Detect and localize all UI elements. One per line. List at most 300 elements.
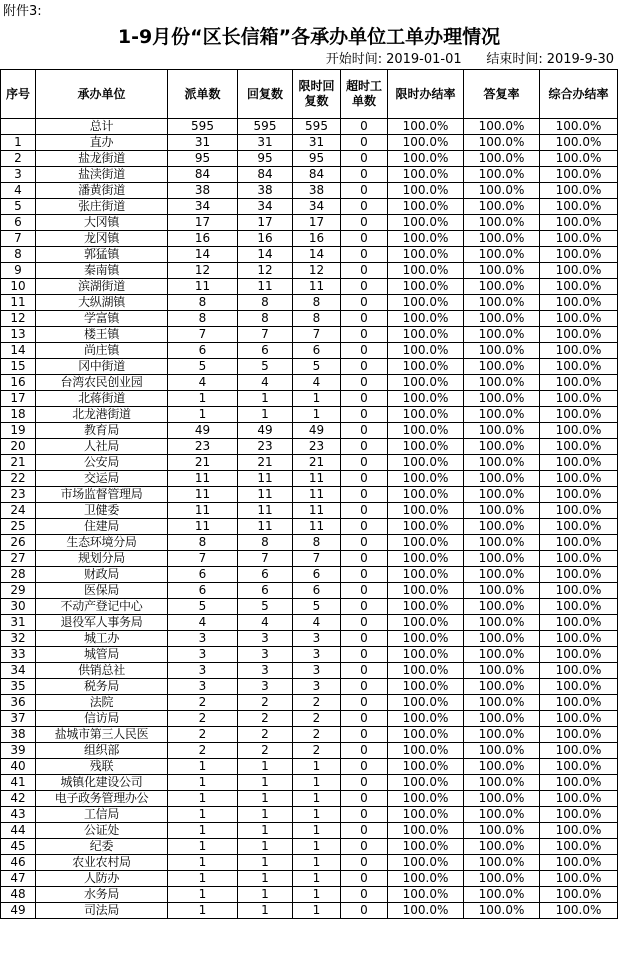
- unit-name: 税务局: [36, 679, 168, 695]
- overall-completion-rate: 100.0%: [540, 887, 618, 903]
- replied-count: 595: [238, 119, 293, 135]
- dispatched-count: 3: [168, 679, 238, 695]
- table-row: [1, 775, 618, 791]
- replied-count: 5: [238, 599, 293, 615]
- timely-completion-rate: 100.0%: [388, 743, 464, 759]
- unit-name: 公证处: [36, 823, 168, 839]
- table-row: [1, 135, 618, 151]
- dispatched-count: 1: [168, 887, 238, 903]
- overdue-count: 0: [341, 343, 388, 359]
- overdue-count: 0: [341, 439, 388, 455]
- reply-rate: 100.0%: [464, 231, 540, 247]
- reply-rate: 100.0%: [464, 695, 540, 711]
- unit-name: 楼王镇: [36, 327, 168, 343]
- overdue-count: 0: [341, 455, 388, 471]
- unit-name: 规划分局: [36, 551, 168, 567]
- unit-name: 组织部: [36, 743, 168, 759]
- overall-completion-rate: 100.0%: [540, 247, 618, 263]
- timely-replied-count: 31: [293, 135, 341, 151]
- replied-count: 2: [238, 711, 293, 727]
- table-row: [1, 279, 618, 295]
- dispatched-count: 595: [168, 119, 238, 135]
- dispatched-count: 11: [168, 279, 238, 295]
- replied-count: 1: [238, 855, 293, 871]
- overdue-count: 0: [341, 535, 388, 551]
- row-index: 28: [1, 567, 36, 583]
- dispatched-count: 2: [168, 743, 238, 759]
- row-index: 16: [1, 375, 36, 391]
- reply-rate: 100.0%: [464, 535, 540, 551]
- unit-name: 交运局: [36, 471, 168, 487]
- dispatched-count: 11: [168, 471, 238, 487]
- timely-replied-count: 1: [293, 887, 341, 903]
- timely-completion-rate: 100.0%: [388, 583, 464, 599]
- reply-rate: 100.0%: [464, 855, 540, 871]
- timely-replied-count: 11: [293, 503, 341, 519]
- unit-name: 人社局: [36, 439, 168, 455]
- timely-replied-count: 14: [293, 247, 341, 263]
- replied-count: 7: [238, 551, 293, 567]
- timely-completion-rate: 100.0%: [388, 455, 464, 471]
- timely-completion-rate: 100.0%: [388, 903, 464, 919]
- row-index: 3: [1, 167, 36, 183]
- overall-completion-rate: 100.0%: [540, 775, 618, 791]
- dispatched-count: 95: [168, 151, 238, 167]
- timely-completion-rate: 100.0%: [388, 695, 464, 711]
- overdue-count: 0: [341, 167, 388, 183]
- row-index: 19: [1, 423, 36, 439]
- dispatched-count: 1: [168, 391, 238, 407]
- reply-rate: 100.0%: [464, 167, 540, 183]
- replied-count: 84: [238, 167, 293, 183]
- overdue-count: 0: [341, 727, 388, 743]
- unit-name: 潘黄街道: [36, 183, 168, 199]
- timely-replied-count: 12: [293, 263, 341, 279]
- timely-completion-rate: 100.0%: [388, 791, 464, 807]
- reply-rate: 100.0%: [464, 487, 540, 503]
- timely-completion-rate: 100.0%: [388, 327, 464, 343]
- column-header-unit: 承办单位: [36, 70, 168, 119]
- overdue-count: 0: [341, 295, 388, 311]
- overdue-count: 0: [341, 839, 388, 855]
- unit-name: 城镇化建设公司: [36, 775, 168, 791]
- overdue-count: 0: [341, 263, 388, 279]
- timely-completion-rate: 100.0%: [388, 503, 464, 519]
- unit-name: 生态环境分局: [36, 535, 168, 551]
- overall-completion-rate: 100.0%: [540, 423, 618, 439]
- reply-rate: 100.0%: [464, 871, 540, 887]
- dispatched-count: 6: [168, 343, 238, 359]
- overdue-count: 0: [341, 247, 388, 263]
- overdue-count: 0: [341, 887, 388, 903]
- timely-replied-count: 8: [293, 311, 341, 327]
- replied-count: 31: [238, 135, 293, 151]
- table-row: [1, 727, 618, 743]
- dispatched-count: 2: [168, 727, 238, 743]
- overall-completion-rate: 100.0%: [540, 599, 618, 615]
- reply-rate: 100.0%: [464, 663, 540, 679]
- overdue-count: 0: [341, 807, 388, 823]
- timely-replied-count: 1: [293, 823, 341, 839]
- dispatched-count: 3: [168, 663, 238, 679]
- row-index: 46: [1, 855, 36, 871]
- unit-name: 龙冈镇: [36, 231, 168, 247]
- table-row: [1, 151, 618, 167]
- table-row: [1, 871, 618, 887]
- overdue-count: 0: [341, 199, 388, 215]
- timely-replied-count: 1: [293, 791, 341, 807]
- overall-completion-rate: 100.0%: [540, 119, 618, 135]
- table-row: [1, 711, 618, 727]
- unit-name: 工信局: [36, 807, 168, 823]
- dispatched-count: 1: [168, 775, 238, 791]
- unit-name: 水务局: [36, 887, 168, 903]
- unit-name: 秦南镇: [36, 263, 168, 279]
- row-index: 15: [1, 359, 36, 375]
- dispatched-count: 11: [168, 503, 238, 519]
- timely-replied-count: 1: [293, 407, 341, 423]
- timely-completion-rate: 100.0%: [388, 727, 464, 743]
- overall-completion-rate: 100.0%: [540, 359, 618, 375]
- replied-count: 4: [238, 615, 293, 631]
- timely-completion-rate: 100.0%: [388, 247, 464, 263]
- row-index: 39: [1, 743, 36, 759]
- overdue-count: 0: [341, 423, 388, 439]
- overall-completion-rate: 100.0%: [540, 567, 618, 583]
- timely-replied-count: 1: [293, 775, 341, 791]
- dispatched-count: 1: [168, 791, 238, 807]
- column-header-reply-rate: 答复率: [464, 70, 540, 119]
- overall-completion-rate: 100.0%: [540, 327, 618, 343]
- overall-completion-rate: 100.0%: [540, 855, 618, 871]
- overdue-count: 0: [341, 679, 388, 695]
- dispatched-count: 11: [168, 487, 238, 503]
- table-row: [1, 471, 618, 487]
- replied-count: 2: [238, 743, 293, 759]
- table-row: [1, 343, 618, 359]
- overdue-count: 0: [341, 487, 388, 503]
- overdue-count: 0: [341, 375, 388, 391]
- unit-name: 退役军人事务局: [36, 615, 168, 631]
- reply-rate: 100.0%: [464, 423, 540, 439]
- unit-name: 张庄街道: [36, 199, 168, 215]
- timely-completion-rate: 100.0%: [388, 759, 464, 775]
- overall-completion-rate: 100.0%: [540, 583, 618, 599]
- overall-completion-rate: 100.0%: [540, 263, 618, 279]
- unit-name: 城管局: [36, 647, 168, 663]
- replied-count: 34: [238, 199, 293, 215]
- dispatched-count: 16: [168, 231, 238, 247]
- row-index: 33: [1, 647, 36, 663]
- timely-replied-count: 7: [293, 551, 341, 567]
- timely-replied-count: 3: [293, 647, 341, 663]
- reply-rate: 100.0%: [464, 359, 540, 375]
- overall-completion-rate: 100.0%: [540, 503, 618, 519]
- timely-completion-rate: 100.0%: [388, 135, 464, 151]
- table-row: [1, 263, 618, 279]
- dispatched-count: 6: [168, 583, 238, 599]
- overall-completion-rate: 100.0%: [540, 215, 618, 231]
- row-index: 23: [1, 487, 36, 503]
- timely-replied-count: 2: [293, 727, 341, 743]
- row-index: 6: [1, 215, 36, 231]
- table-row: [1, 903, 618, 919]
- row-index: 37: [1, 711, 36, 727]
- reply-rate: 100.0%: [464, 519, 540, 535]
- overall-completion-rate: 100.0%: [540, 343, 618, 359]
- row-index: 49: [1, 903, 36, 919]
- unit-name: 大冈镇: [36, 215, 168, 231]
- timely-replied-count: 6: [293, 567, 341, 583]
- overdue-count: 0: [341, 503, 388, 519]
- unit-name: 盐龙街道: [36, 151, 168, 167]
- timely-completion-rate: 100.0%: [388, 375, 464, 391]
- row-index: 2: [1, 151, 36, 167]
- row-index: 26: [1, 535, 36, 551]
- table-row: [1, 791, 618, 807]
- unit-name: 北蒋街道: [36, 391, 168, 407]
- overall-completion-rate: 100.0%: [540, 183, 618, 199]
- unit-name: 财政局: [36, 567, 168, 583]
- timely-completion-rate: 100.0%: [388, 535, 464, 551]
- reply-rate: 100.0%: [464, 263, 540, 279]
- unit-name: 市场监督管理局: [36, 487, 168, 503]
- overdue-count: 0: [341, 615, 388, 631]
- timely-replied-count: 8: [293, 295, 341, 311]
- replied-count: 1: [238, 887, 293, 903]
- table-row: [1, 759, 618, 775]
- timely-replied-count: 595: [293, 119, 341, 135]
- timely-replied-count: 3: [293, 663, 341, 679]
- dispatched-count: 1: [168, 807, 238, 823]
- unit-name: 郭猛镇: [36, 247, 168, 263]
- replied-count: 2: [238, 727, 293, 743]
- overdue-count: 0: [341, 119, 388, 135]
- timely-completion-rate: 100.0%: [388, 599, 464, 615]
- overdue-count: 0: [341, 583, 388, 599]
- unit-name: 司法局: [36, 903, 168, 919]
- timely-completion-rate: 100.0%: [388, 295, 464, 311]
- unit-name: 盐渎街道: [36, 167, 168, 183]
- replied-count: 6: [238, 343, 293, 359]
- dispatched-count: 31: [168, 135, 238, 151]
- dispatched-count: 1: [168, 855, 238, 871]
- replied-count: 1: [238, 391, 293, 407]
- timely-completion-rate: 100.0%: [388, 119, 464, 135]
- reply-rate: 100.0%: [464, 375, 540, 391]
- overdue-count: 0: [341, 215, 388, 231]
- row-index: 1: [1, 135, 36, 151]
- replied-count: 1: [238, 759, 293, 775]
- table-row: [1, 423, 618, 439]
- reply-rate: 100.0%: [464, 679, 540, 695]
- row-index: 12: [1, 311, 36, 327]
- column-header-replied: 回复数: [238, 70, 293, 119]
- dispatched-count: 1: [168, 839, 238, 855]
- table-row: [1, 695, 618, 711]
- replied-count: 11: [238, 471, 293, 487]
- overall-completion-rate: 100.0%: [540, 679, 618, 695]
- overdue-count: 0: [341, 407, 388, 423]
- table-row: [1, 615, 618, 631]
- timely-completion-rate: 100.0%: [388, 423, 464, 439]
- overall-completion-rate: 100.0%: [540, 743, 618, 759]
- row-index: 45: [1, 839, 36, 855]
- timely-completion-rate: 100.0%: [388, 439, 464, 455]
- replied-count: 7: [238, 327, 293, 343]
- timely-completion-rate: 100.0%: [388, 551, 464, 567]
- timely-replied-count: 34: [293, 199, 341, 215]
- reply-rate: 100.0%: [464, 391, 540, 407]
- timely-completion-rate: 100.0%: [388, 823, 464, 839]
- overall-completion-rate: 100.0%: [540, 839, 618, 855]
- unit-name: 供销总社: [36, 663, 168, 679]
- row-index: 44: [1, 823, 36, 839]
- table-row: [1, 551, 618, 567]
- dispatched-count: 5: [168, 359, 238, 375]
- unit-name: 不动产登记中心: [36, 599, 168, 615]
- reply-rate: 100.0%: [464, 503, 540, 519]
- replied-count: 6: [238, 567, 293, 583]
- timely-completion-rate: 100.0%: [388, 839, 464, 855]
- unit-name: 医保局: [36, 583, 168, 599]
- row-index: 10: [1, 279, 36, 295]
- row-index: 42: [1, 791, 36, 807]
- overdue-count: 0: [341, 631, 388, 647]
- replied-count: 11: [238, 487, 293, 503]
- row-index: [1, 119, 36, 135]
- table-row: [1, 183, 618, 199]
- table-row: [1, 839, 618, 855]
- replied-count: 3: [238, 647, 293, 663]
- table-row: [1, 519, 618, 535]
- timely-completion-rate: 100.0%: [388, 855, 464, 871]
- dispatched-count: 34: [168, 199, 238, 215]
- timely-replied-count: 2: [293, 695, 341, 711]
- timely-completion-rate: 100.0%: [388, 487, 464, 503]
- row-index: 5: [1, 199, 36, 215]
- dispatched-count: 21: [168, 455, 238, 471]
- unit-name: 教育局: [36, 423, 168, 439]
- table-row: [1, 455, 618, 471]
- replied-count: 3: [238, 631, 293, 647]
- overdue-count: 0: [341, 551, 388, 567]
- row-index: 11: [1, 295, 36, 311]
- unit-name: 总计: [36, 119, 168, 135]
- timely-completion-rate: 100.0%: [388, 679, 464, 695]
- overdue-count: 0: [341, 903, 388, 919]
- reply-rate: 100.0%: [464, 823, 540, 839]
- timely-completion-rate: 100.0%: [388, 711, 464, 727]
- timely-completion-rate: 100.0%: [388, 407, 464, 423]
- dispatched-count: 1: [168, 871, 238, 887]
- dispatched-count: 49: [168, 423, 238, 439]
- timely-replied-count: 4: [293, 375, 341, 391]
- reply-rate: 100.0%: [464, 343, 540, 359]
- unit-name: 卫健委: [36, 503, 168, 519]
- replied-count: 95: [238, 151, 293, 167]
- row-index: 47: [1, 871, 36, 887]
- overdue-count: 0: [341, 775, 388, 791]
- timely-completion-rate: 100.0%: [388, 231, 464, 247]
- overall-completion-rate: 100.0%: [540, 439, 618, 455]
- overall-completion-rate: 100.0%: [540, 135, 618, 151]
- dispatched-count: 1: [168, 759, 238, 775]
- row-index: 40: [1, 759, 36, 775]
- unit-name: 直办: [36, 135, 168, 151]
- attachment-label: 附件3:: [3, 4, 42, 19]
- row-index: 18: [1, 407, 36, 423]
- overall-completion-rate: 100.0%: [540, 663, 618, 679]
- overall-completion-rate: 100.0%: [540, 407, 618, 423]
- overdue-count: 0: [341, 647, 388, 663]
- timely-replied-count: 95: [293, 151, 341, 167]
- unit-name: 法院: [36, 695, 168, 711]
- timely-replied-count: 2: [293, 711, 341, 727]
- row-index: 13: [1, 327, 36, 343]
- dispatched-count: 1: [168, 407, 238, 423]
- reply-rate: 100.0%: [464, 711, 540, 727]
- column-header-index: 序号: [1, 70, 36, 119]
- timely-replied-count: 3: [293, 631, 341, 647]
- dispatched-count: 17: [168, 215, 238, 231]
- timely-replied-count: 6: [293, 343, 341, 359]
- timely-completion-rate: 100.0%: [388, 359, 464, 375]
- table-row: [1, 679, 618, 695]
- overall-completion-rate: 100.0%: [540, 151, 618, 167]
- reply-rate: 100.0%: [464, 279, 540, 295]
- timely-replied-count: 7: [293, 327, 341, 343]
- timely-replied-count: 5: [293, 359, 341, 375]
- row-index: 20: [1, 439, 36, 455]
- timely-replied-count: 23: [293, 439, 341, 455]
- column-header-overall-rate: 综合办结率: [540, 70, 618, 119]
- row-index: 41: [1, 775, 36, 791]
- reply-rate: 100.0%: [464, 775, 540, 791]
- replied-count: 11: [238, 503, 293, 519]
- unit-name: 滨湖街道: [36, 279, 168, 295]
- overall-completion-rate: 100.0%: [540, 295, 618, 311]
- replied-count: 1: [238, 407, 293, 423]
- replied-count: 3: [238, 663, 293, 679]
- timely-completion-rate: 100.0%: [388, 215, 464, 231]
- work-order-table: [0, 69, 618, 919]
- timely-replied-count: 49: [293, 423, 341, 439]
- replied-count: 4: [238, 375, 293, 391]
- replied-count: 1: [238, 903, 293, 919]
- row-index: 24: [1, 503, 36, 519]
- replied-count: 5: [238, 359, 293, 375]
- replied-count: 17: [238, 215, 293, 231]
- unit-name: 台湾农民创业园: [36, 375, 168, 391]
- end-time-value: 2019-9-30: [546, 52, 614, 67]
- table-row: [1, 311, 618, 327]
- overdue-count: 0: [341, 871, 388, 887]
- timely-replied-count: 21: [293, 455, 341, 471]
- column-header-timely-replied: 限时回复数: [293, 70, 341, 119]
- dispatched-count: 5: [168, 599, 238, 615]
- unit-name: 城工办: [36, 631, 168, 647]
- table-row: [1, 215, 618, 231]
- end-time-label: 结束时间:: [486, 52, 543, 67]
- table-row: [1, 327, 618, 343]
- dispatched-count: 12: [168, 263, 238, 279]
- timely-replied-count: 2: [293, 743, 341, 759]
- row-index: 38: [1, 727, 36, 743]
- timely-completion-rate: 100.0%: [388, 311, 464, 327]
- table-row: [1, 855, 618, 871]
- reply-rate: 100.0%: [464, 807, 540, 823]
